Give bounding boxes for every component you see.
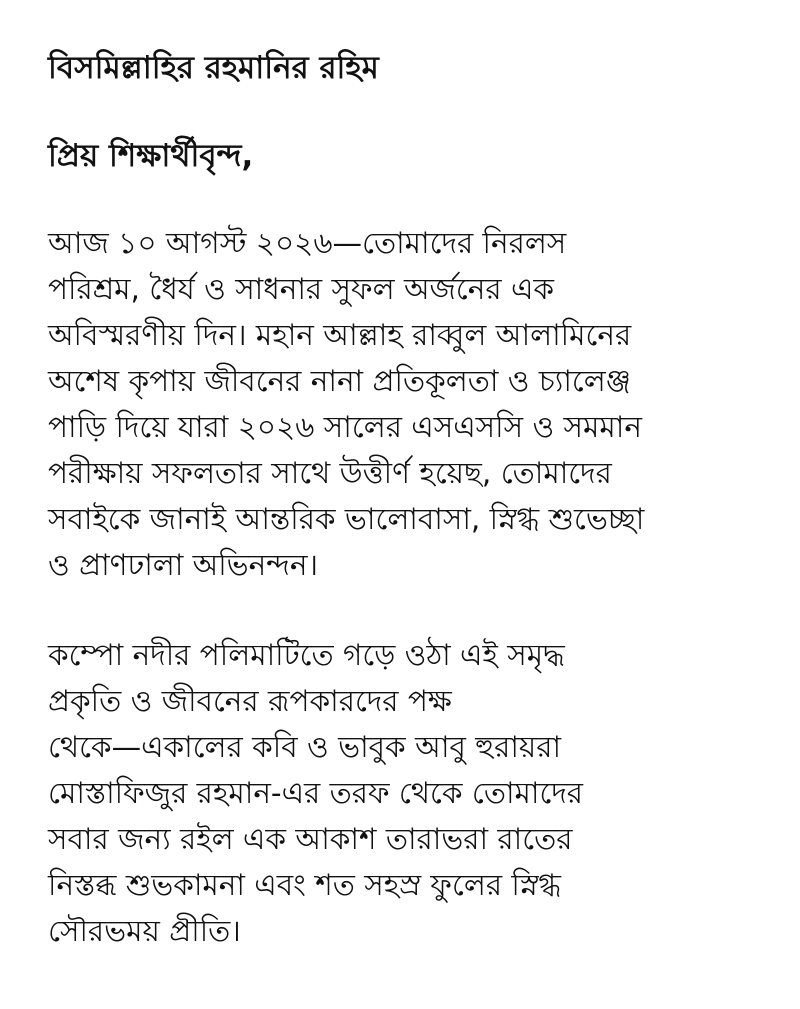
greeting-salutation: প্রিয় শিক্ষার্থীবৃন্দ, (48, 138, 254, 174)
paragraph-line: অশেষ কৃপায় জীবনের নানা প্রতিকূলতা ও চ্যালেঞ্জ (48, 364, 631, 398)
letter-document (48, 48, 768, 954)
paragraph-line: সবার জন্য রইল এক আকাশ তারাভরা রাতের (48, 822, 573, 856)
paragraph-line: থেকে—একালের কবি ও ভাবুক আবু হুরায়রা (48, 730, 562, 764)
paragraph-line: সৌরভময় প্রীতি। (48, 914, 241, 948)
bismillah-heading: বিসমিল্লাহির রহমানির রহিম (48, 50, 379, 86)
paragraph-line: প্রকৃতি ও জীবনের রূপকারদের পক্ষ (48, 684, 452, 718)
paragraph-line: সবাইকে জানাই আন্তরিক ভালোবাসা, স্নিগ্ধ শুভেচ্ছা (48, 502, 645, 536)
paragraph-line: মোস্তাফিজুর রহমান-এর তরফ থেকে তোমাদের (48, 776, 584, 810)
paragraph-line: ও প্রাণঢালা অভিনন্দন। (48, 548, 319, 582)
paragraph-line: পরিশ্রম, ধৈর্য ও সাধনার সুফল অর্জনের এক (48, 272, 555, 306)
paragraph-line: পাড়ি দিয়ে যারা ২০২৬ সালের এসএসসি ও সমমান (48, 410, 642, 444)
paragraph-line: কম্পো নদীর পলিমাটিতে গড়ে ওঠা এই সমৃদ্ধ (48, 638, 565, 672)
paragraph-line: নিস্তব্ধ শুভকামনা এবং শত সহস্র ফুলের স্নিগ্ধ (48, 868, 561, 902)
paragraph-line: অবিস্মরণীয় দিন। মহান আল্লাহ রাব্বুল আলামিনের (48, 318, 632, 352)
paragraph-congratulations (48, 220, 768, 588)
paragraph-line: আজ ১০ আগস্ট ২০২৬—তোমাদের নিরলস (48, 226, 567, 260)
paragraph-line: পরীক্ষায় সফলতার সাথে উত্তীর্ণ হয়েছ, তোমাদের (48, 456, 612, 490)
paragraph-wishes (48, 632, 768, 954)
